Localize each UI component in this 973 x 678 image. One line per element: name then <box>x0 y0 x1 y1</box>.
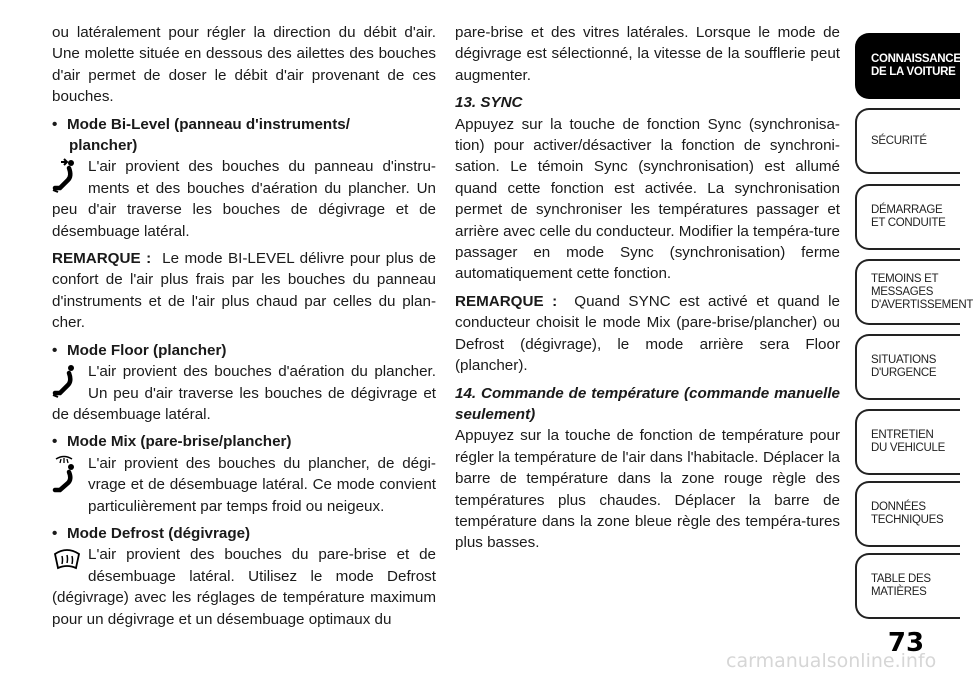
sync-heading: 13. SYNC <box>455 94 523 112</box>
floor-block <box>52 361 436 425</box>
floor-mode-icon <box>52 363 88 403</box>
tab-table-matieres[interactable]: TABLE DES MATIÈRES <box>855 553 960 619</box>
note-label: REMARQUE : <box>455 292 558 310</box>
tab-demarrage[interactable]: DÉMARRAGE ET CONDUITE <box>855 184 960 250</box>
mix-title: • Mode Mix (pare-brise/plancher) <box>52 433 292 451</box>
sync-text: Appuyez sur la touche de fonction Sync (synchronisa-tion) pour activer/désactiver la fonction de synchroni-sation. Le témoin Sync (synchronisation) est allumé quand cette fonction est activée. La synchronisation permet de synchroniser les températures passager et arrière avec celle du conducteur. Modifier la tempéra-ture passager en mode Sync (synchronisation) ferme automatiquement cette fonction. <box>455 115 840 283</box>
temperature-text: Appuyez sur la touche de fonction de température pour régler la température de l'air dans l'habitacle. Déplacer la barre de température dans la zone rouge règle des températures plus chaudes. Déplacer la barre de température dans la zone bleue règle des tempéra-tures plus basses. <box>455 427 840 552</box>
intro-paragraph: ou latéralement pour régler la direction du débit d'air. Une molette située en dessous des ailettes des bouches d'air permet de doser le débit d'air provenant de ces bouches. <box>52 24 436 106</box>
note-text: Le mode BI-LEVEL délivre pour plus de confort de l'air plus frais par les bouches du panneau d'instruments et de l'air plus chaud par celles du plan-cher. <box>52 250 436 332</box>
tab-urgence[interactable]: SITUATIONS D'URGENCE <box>855 334 960 400</box>
defrost-mode-icon <box>52 546 88 586</box>
chapter-tabs <box>855 0 973 678</box>
mix-mode-icon <box>52 455 88 515</box>
page-number: 73 <box>887 628 925 658</box>
note-bilevel <box>52 248 436 334</box>
mix-text: L'air provient des bouches du plancher, de dégi-vrage et de désembuage latéral. Ce mode convient particulièrement par temps froid ou neigeux. <box>88 454 436 515</box>
note-label: REMARQUE : <box>52 250 152 268</box>
tab-donnees[interactable]: DONNÉES TECHNIQUES <box>855 481 960 547</box>
left-column <box>52 22 436 636</box>
defrost-title: • Mode Defrost (dégivrage) <box>52 524 251 542</box>
tab-securite[interactable]: SÉCURITÉ <box>855 108 960 174</box>
floor-title: • Mode Floor (plancher) <box>52 341 227 359</box>
right-column <box>455 22 840 560</box>
bilevel-title: • Mode Bi-Level (panneau d'instruments/ plancher) <box>52 115 350 155</box>
tab-connaissance[interactable]: CONNAISSANCE DE LA VOITURE <box>855 33 960 99</box>
tab-temoins[interactable]: TEMOINS ET MESSAGES D'AVERTISSEMENT <box>855 259 960 325</box>
defrost-block <box>52 544 436 630</box>
bilevel-block <box>52 156 436 242</box>
tab-entretien[interactable]: ENTRETIEN DU VEHICULE <box>855 409 960 475</box>
bilevel-text: L'air provient des bouches du panneau d'instru-ments et des bouches d'aération du plancher. Un peu d'air traverse les bouches de dégivrage et de désembuage latéral. <box>52 158 436 240</box>
note-text: Quand SYNC est activé et quand le conducteur choisit le mode Mix (pare-brise/plancher) ou Defrost (dégivrage), le mode arrière sera Floor (plancher). <box>455 292 840 375</box>
defrost-text: L'air provient des bouches du pare-brise et de désembuage latéral. Utilisez le mode Defrost (dégivrage) avec les réglages de température maximum pour un dégivrage et un désembuage optimaux du <box>52 546 436 628</box>
watermark: carmanualsonline.info <box>726 650 937 672</box>
bilevel-mode-icon <box>52 158 88 198</box>
mix-block <box>52 453 436 517</box>
continuation-paragraph: pare-brise et des vitres latérales. Lorsque le mode de dégivrage est sélectionné, la vitesse de la soufflerie peut augmenter. <box>455 24 840 84</box>
floor-text: L'air provient des bouches d'aération du plancher. Un peu d'air traverse les bouches de dégivrage et de désembuage latéral. <box>52 363 436 423</box>
temperature-heading: 14. Commande de température (commande manuelle seulement) <box>455 384 840 423</box>
note-sync <box>455 291 840 377</box>
